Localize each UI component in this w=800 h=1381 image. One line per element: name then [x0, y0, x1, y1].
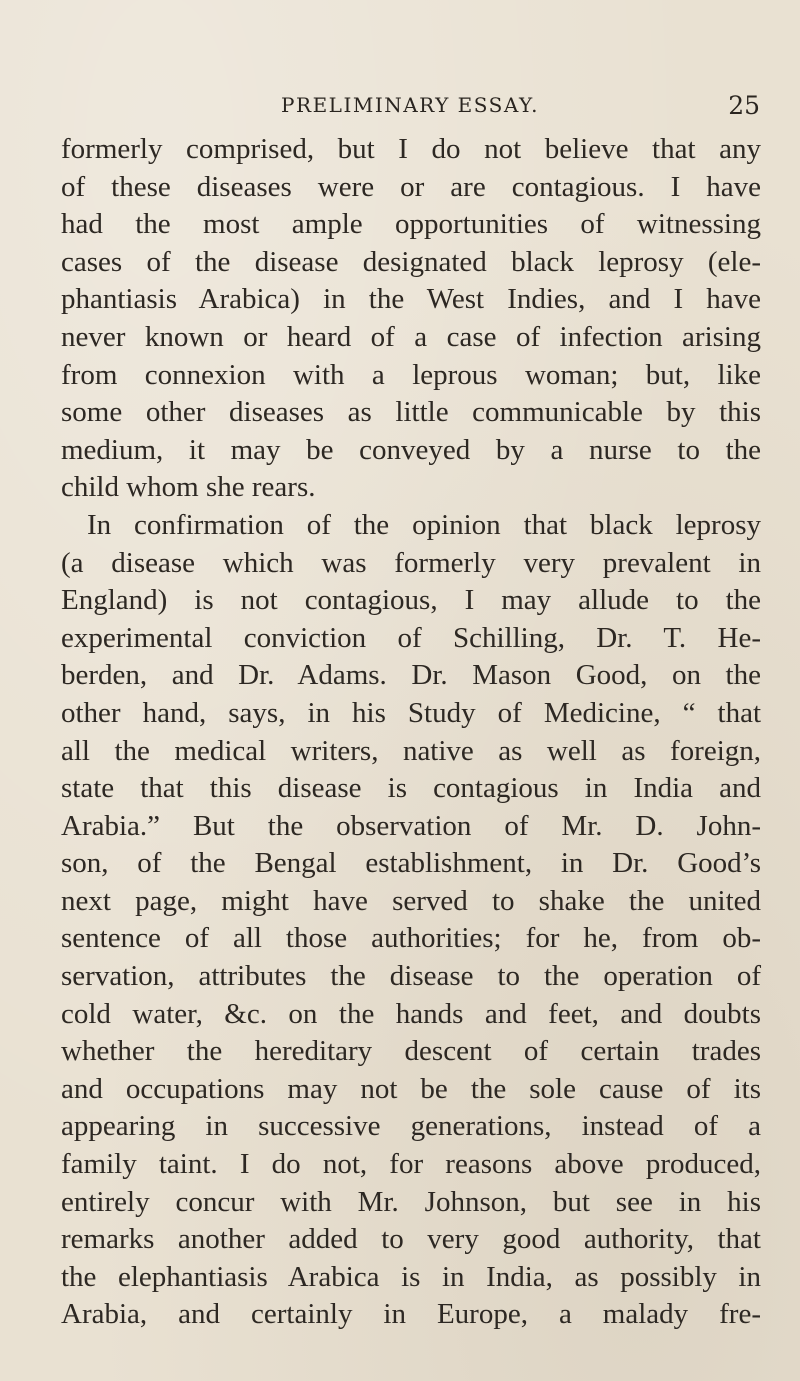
page-number: 25	[728, 91, 760, 120]
text-line: England) is not contagious, I may allude to the	[61, 584, 761, 617]
text-line: medium, it may be conveyed by a nurse to the	[61, 433, 761, 466]
text-line: child whom she rears.	[61, 471, 316, 504]
text-line: cold water, &c. on the hands and feet, and doubts	[61, 997, 761, 1030]
text-line: experimental conviction of Schilling, Dr. T. He-	[61, 621, 761, 654]
body-text	[61, 131, 761, 1334]
text-line: sentence of all those authorities; for he, from ob-	[61, 922, 761, 955]
text-line: son, of the Bengal establishment, in Dr. Good’s	[61, 847, 761, 880]
text-line: state that this disease is contagious in India and	[61, 772, 761, 805]
text-line: Arabia.” But the observation of Mr. D. John-	[61, 809, 761, 842]
paragraph-start-line: In confirmation of the opinion that black leprosy	[87, 508, 761, 541]
text-line: family taint. I do not, for reasons above produced,	[61, 1148, 761, 1181]
text-line: whether the hereditary descent of certain trades	[61, 1035, 761, 1068]
text-line: had the most ample opportunities of witnessing	[61, 208, 761, 241]
text-line: all the medical writers, native as well as foreign,	[61, 734, 761, 767]
text-line: other hand, says, in his Study of Medicine, “ that	[61, 696, 761, 729]
text-line: of these diseases were or are contagious. I have	[61, 170, 761, 203]
text-line: appearing in successive generations, instead of a	[61, 1110, 761, 1143]
text-line: and occupations may not be the sole cause of its	[61, 1072, 761, 1105]
text-line: formerly comprised, but I do not believe that any	[61, 133, 761, 165]
running-title: PRELIMINARY ESSAY.	[281, 93, 539, 117]
text-line: berden, and Dr. Adams. Dr. Mason Good, on the	[61, 659, 761, 692]
text-line: servation, attributes the disease to the operation of	[61, 960, 761, 993]
text-line: some other diseases as little communicable by this	[61, 396, 761, 429]
text-line: cases of the disease designated black leprosy (ele-	[61, 245, 761, 278]
text-line: (a disease which was formerly very prevalent in	[61, 546, 761, 579]
text-line: remarks another added to very good authority, that	[61, 1223, 761, 1256]
running-head	[60, 93, 760, 133]
text-line: the elephantiasis Arabica is in India, as possibly in	[61, 1260, 761, 1293]
text-line: entirely concur with Mr. Johnson, but see in his	[61, 1185, 761, 1218]
text-line: from connexion with a leprous woman; but, like	[61, 358, 761, 391]
text-line: phantiasis Arabica) in the West Indies, and I have	[61, 283, 761, 316]
text-line: Arabia, and certainly in Europe, a malady fre-	[61, 1298, 761, 1331]
text-line: never known or heard of a case of infection arising	[61, 320, 761, 353]
text-line: next page, might have served to shake the united	[61, 884, 761, 917]
